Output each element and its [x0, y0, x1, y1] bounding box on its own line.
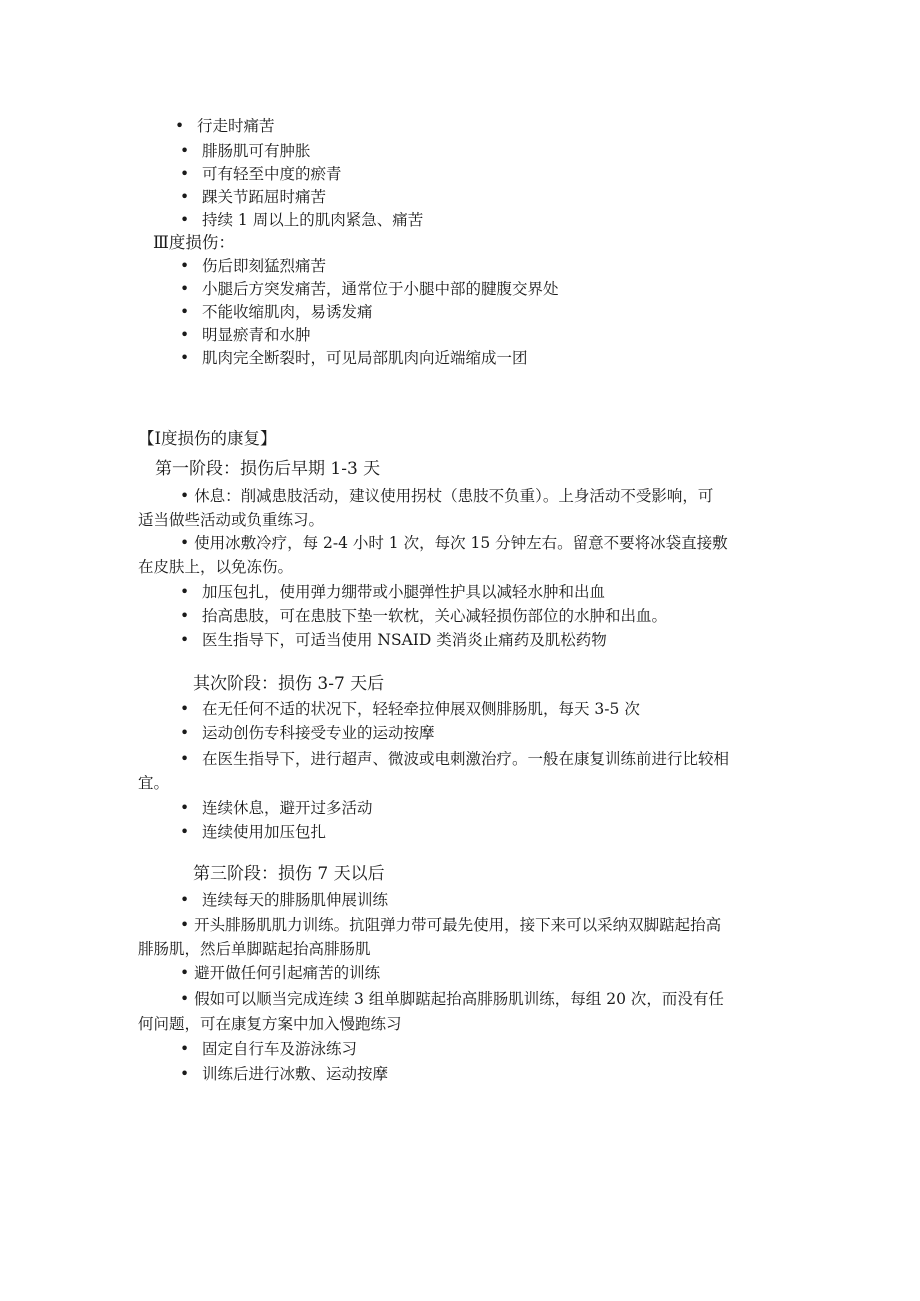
bullet: •	[175, 117, 185, 135]
stage1-heading: 第一阶段：损伤后早期 1-3 天	[155, 459, 381, 479]
bullet: •	[180, 211, 190, 229]
paragraph-line: 在皮肤上，以免冻伤。	[138, 558, 294, 576]
bullet: •	[180, 326, 190, 344]
bullet: •	[180, 303, 190, 321]
list-item: • 连续每天的腓肠肌伸展训练	[180, 891, 389, 909]
grade3-heading: Ⅲ度损伤：	[153, 233, 235, 252]
bullet: •	[180, 823, 190, 841]
stage3-heading: 第三阶段：损伤 7 天以后	[193, 864, 385, 884]
bullet: •	[180, 280, 190, 298]
list-item: • 可有轻至中度的瘀青	[180, 165, 342, 183]
bullet: •	[180, 607, 190, 625]
list-item: • 明显瘀青和水肿	[180, 326, 311, 344]
bullet: •	[180, 724, 190, 742]
list-item: • 小腿后方突发痛苦，通常位于小腿中部的腱腹交界处	[180, 280, 559, 298]
paragraph-line: 宜。	[138, 774, 170, 792]
list-item: • 肌肉完全断裂时，可见局部肌肉向近端缩成一团	[180, 349, 528, 367]
list-item: • 不能收缩肌肉，易诱发痛	[180, 303, 373, 321]
list-item: • 抬高患肢，可在患肢下垫一软枕，关心减轻损伤部位的水肿和出血。	[180, 607, 668, 625]
paragraph-line: 腓肠肌，然后单脚踮起抬高腓肠肌	[138, 940, 371, 958]
list-item: • 训练后进行冰敷、运动按摩	[180, 1065, 389, 1083]
list-item: • 行走时痛苦	[175, 117, 275, 135]
list-item: • 伤后即刻猛烈痛苦	[180, 257, 327, 275]
bullet: •	[180, 799, 190, 817]
list-item: • 腓肠肌可有肿胀	[180, 142, 311, 160]
paragraph-line: • 避开做任何引起痛苦的训练	[180, 964, 381, 982]
paragraph-line: 何问题，可在康复方案中加入慢跑练习	[138, 1015, 402, 1033]
bullet: •	[180, 583, 190, 601]
list-item: • 在无任何不适的状况下，轻轻牵拉伸展双侧腓肠肌，每天 3-5 次	[180, 700, 640, 718]
paragraph-line: 适当做些活动或负重练习。	[138, 511, 325, 529]
list-item: • 医生指导下，可适当使用 NSAID 类消炎止痛药及肌松药物	[180, 631, 607, 649]
bullet: •	[180, 750, 190, 768]
list-item: • 连续使用加压包扎	[180, 823, 327, 841]
bullet: •	[180, 891, 190, 909]
bullet: •	[180, 188, 190, 206]
list-item: • 踝关节跖屈时痛苦	[180, 188, 327, 206]
bullet: •	[180, 631, 190, 649]
list-item: • 连续休息，避开过多活动	[180, 799, 373, 817]
bullet: •	[180, 142, 190, 160]
list-item: • 在医生指导下，进行超声、微波或电刺激治疗。一般在康复训练前进行比较相	[180, 750, 730, 768]
rehab-title: 【Ⅰ度损伤的康复】	[138, 429, 277, 448]
stage2-heading: 其次阶段：损伤 3-7 天后	[193, 674, 385, 694]
bullet: •	[180, 1065, 190, 1083]
list-item: • 运动创伤专科接受专业的运动按摩	[180, 724, 435, 742]
bullet: •	[180, 349, 190, 367]
bullet: •	[180, 165, 190, 183]
paragraph-line: • 开头腓肠肌肌力训练。抗阻弹力带可最先使用，接下来可以采纳双脚踮起抬高	[180, 916, 722, 934]
list-item: • 固定自行车及游泳练习	[180, 1040, 358, 1058]
paragraph-line: • 假如可以顺当完成连续 3 组单脚踮起抬高腓肠肌训练，每组 20 次，而没有任	[180, 990, 724, 1008]
bullet: •	[180, 257, 190, 275]
bullet: •	[180, 700, 190, 718]
paragraph-line: • 休息：削减患肢活动，建议使用拐杖（患肢不负重）。上身活动不受影响，可	[180, 487, 714, 505]
list-item: • 持续 1 周以上的肌肉紧急、痛苦	[180, 211, 424, 229]
list-item: • 加压包扎，使用弹力绷带或小腿弹性护具以减轻水肿和出血	[180, 583, 606, 601]
bullet: •	[180, 1040, 190, 1058]
paragraph-line: • 使用冰敷冷疗，每 2-4 小时 1 次，每次 15 分钟左右。留意不要将冰袋直接敷	[180, 534, 728, 552]
